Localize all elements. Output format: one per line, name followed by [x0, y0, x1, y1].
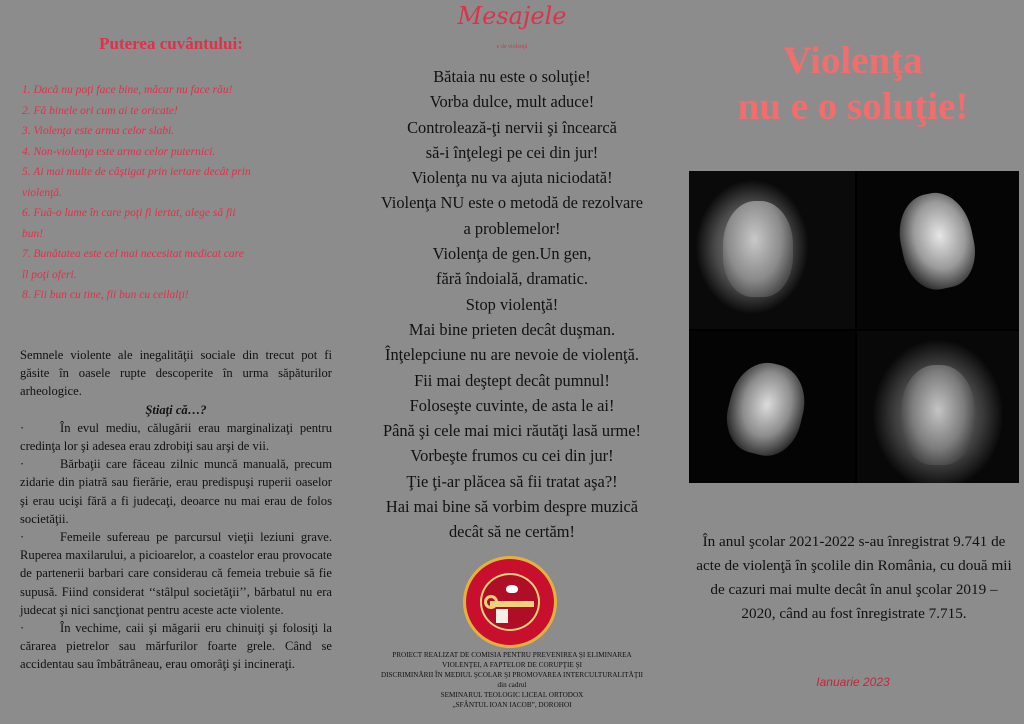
bullet-text: În vechime, caii şi măgarii eru chinuiţi şi folosiţi la cărarea pietrelor sau mărfurilor foarte grele. Când se accidentau sau îmbătrâneau, erau omorâţi şi incineraţi. — [20, 621, 332, 672]
history-text — [20, 346, 332, 674]
logo-subtext: e de violenţă — [496, 44, 528, 50]
bullet-text: În evul mediu, călugării erau marginalizaţi pentru credinţa lor şi adesea erau zdrobiţi sau arşi de vii. — [20, 420, 332, 454]
bullet-paragraph: · În vechime, caii şi măgarii eru chinuiţi şi folosiţi la cărarea pietrelor sau mărfurilor foarte grele. Când se accidentau sau îmbătrâneau, erau omorâţi şi incineraţi. — [20, 621, 332, 672]
slogan-line: Violenţa de gen.Un gen, — [432, 244, 592, 264]
project-line: „SFÂNTUL IOAN IACOB”, DOROHOI — [452, 701, 572, 709]
emblem-inner-ring — [480, 573, 540, 631]
main-title — [682, 38, 1024, 130]
slogan-line: să-i înţelegi pe cei din jur! — [425, 142, 599, 162]
slogan-line: fără îndoială, dramatic. — [436, 269, 588, 289]
project-line: VIOLENŢEI, A FAPTELOR DE CORUPŢIE ŞI — [441, 661, 583, 669]
face-shape — [723, 201, 793, 297]
bullet-paragraph: · Bărbaţii care făceau zilnic muncă manuală, precum zidarie din piatră sau fierărie, erau predispuşi ruperii oaselor şi erau ucişi fără a fi judecaţi, deoarce nu mai erau de folos societăţii. — [20, 457, 332, 526]
slogan-line: Ţie ţi-ar plăcea să fii tratat aşa?! — [406, 471, 618, 491]
bullet-text: Femeile sufereau pe parcursul vieţii leziuni grave. Ruperea maxilarului, a picioarelor, a coastelor erau provocate de partenerii barbari care considerau că femeia trebuie să fie supusă. Fiind considerat ‘‘stâlpul societăţii’’, bărbatul nu era judecat şi nici sancţionat pentru aceste acte violente. — [20, 530, 332, 617]
power-item: 2. Fă binele ori cum ai te oricate! — [22, 104, 178, 117]
power-item: 6. Fuă-o lume în care poţi fi iertat, alege să fii — [22, 207, 236, 219]
slogan-line: a problemelor! — [463, 218, 561, 238]
title-line: nu e o soluţie! — [737, 85, 969, 128]
statistics-text: În anul şcolar 2021-2022 s-au înregistrat 9.741 de acte de violenţă în şcolile din România, cu două mii de cazuri mai multe decât în anul şcolar 2019 – 2020, când au fost înregistrate 7.715. — [696, 533, 1012, 622]
power-item: 5. Ai mai multe de câştigat prin iertare decât prin — [22, 166, 251, 178]
school-emblem-icon — [463, 556, 557, 648]
slogan-line: Până şi cele mai mici răutăţi lasă urme! — [382, 421, 642, 441]
key-icon — [490, 601, 534, 607]
dove-icon — [506, 585, 518, 593]
power-list — [22, 80, 322, 306]
slogan-line: Foloseşte cuvinte, de asta le ai! — [409, 395, 615, 415]
power-title: Puterea cuvântului: — [99, 34, 243, 53]
project-line: PROIECT REALIZAT DE COMISIA PENTRU PREVENIREA ŞI ELIMINAREA — [392, 651, 632, 659]
photo-bottom-right — [857, 331, 1019, 483]
project-line: din cadrul — [497, 681, 527, 689]
did-you-know-title: Ştiaţi că…? — [145, 402, 207, 417]
slogan-line: Vorbeşte frumos cu cei din jur! — [410, 446, 614, 466]
power-item: 4. Non-violenţa este arma celor puternici. — [22, 145, 216, 158]
slogan-line: Violenţa nu va ajuta niciodată! — [411, 168, 613, 188]
power-item: 8. Fii bun cu tine, fii bun cu ceilalţi! — [22, 289, 189, 301]
slogan-line: Hai mai bine să vorbim despre muzică — [385, 497, 639, 517]
photo-bottom-left — [689, 331, 855, 483]
power-item: bun! — [22, 227, 44, 240]
project-line: SEMINARUL TEOLOGIC LICEAL ORTODOX — [440, 691, 584, 699]
middle-panel — [342, 0, 682, 724]
face-shape — [719, 355, 813, 462]
project-line: DISCRIMINĂRII ÎN MEDIUL ŞCOLAR ŞI PROMOVAREA INTERCULTURALITĂŢII — [380, 671, 644, 679]
left-panel — [0, 0, 342, 724]
slogan-line: decât să ne certăm! — [448, 522, 576, 542]
date-label: Ianuarie 2023 — [816, 675, 890, 689]
power-item: violenţă. — [22, 186, 62, 199]
slogan-line: Înţelepciune nu are nevoie de violenţă. — [385, 345, 639, 365]
power-item: 7. Bunătatea este cel mai necesitat medicat care — [22, 248, 244, 260]
power-item: îl poţi oferi. — [22, 268, 77, 281]
slogan-line: Stop violenţă! — [465, 294, 559, 314]
bullet-paragraph: · Femeile sufereau pe parcursul vieţii leziuni grave. Ruperea maxilarului, a picioarelor, a coastelor erau provocate de partenerii barbari care considerau că femeia trebuie să fie supusă. Fiind considerat ‘‘stâlpul societăţii’’, bărbatul nu era judecat şi nici sancţionat pentru aceste acte violente. — [20, 530, 332, 617]
right-panel — [682, 0, 1024, 724]
slogan-list — [342, 64, 682, 545]
power-item: 3. Violenţa este arma celor slabi. — [22, 125, 175, 137]
power-item: 1. Dacă nu poţi face bine, măcar nu face rău! — [22, 84, 233, 96]
photo-top-right — [857, 171, 1019, 329]
slogan-line: Vorba dulce, mult aduce! — [429, 92, 595, 112]
photo-collage — [689, 171, 1019, 483]
slogan-line: Fii mai deştept decât pumnul! — [414, 370, 610, 390]
book-icon — [496, 609, 508, 623]
face-shape — [892, 187, 982, 296]
face-shape — [901, 365, 975, 465]
slogan-line: Controlează-ţi nervii şi încearcă — [407, 117, 617, 137]
slogan-line: Violenţa NU este o metodă de rezolvare — [380, 193, 644, 213]
logo-text: Mesajele — [457, 2, 567, 30]
photo-top-left — [689, 171, 855, 329]
title-line: Violenţa — [783, 39, 923, 82]
slogan-line: Mai bine prieten decât duşman. — [408, 319, 616, 339]
bullet-paragraph: · În evul mediu, călugării erau marginalizaţi pentru credinţa lor şi adesea erau zdrobiţi sau arşi de vii. — [20, 420, 332, 454]
slogan-line: Bătaia nu este o soluţie! — [433, 67, 591, 86]
project-credits — [342, 650, 682, 710]
bullet-text: Bărbaţii care făceau zilnic muncă manuală, precum zidarie din piatră sau fierărie, erau predispuşi ruperii oaselor şi erau ucişi fără a fi judecaţi, deoarce nu mai erau de folos societăţii. — [20, 457, 332, 526]
intro-paragraph: Semnele violente ale inegalităţii sociale din trecut pot fi găsite în oasele rupte descoperite în urma săpăturilor arheologice. — [20, 348, 332, 399]
